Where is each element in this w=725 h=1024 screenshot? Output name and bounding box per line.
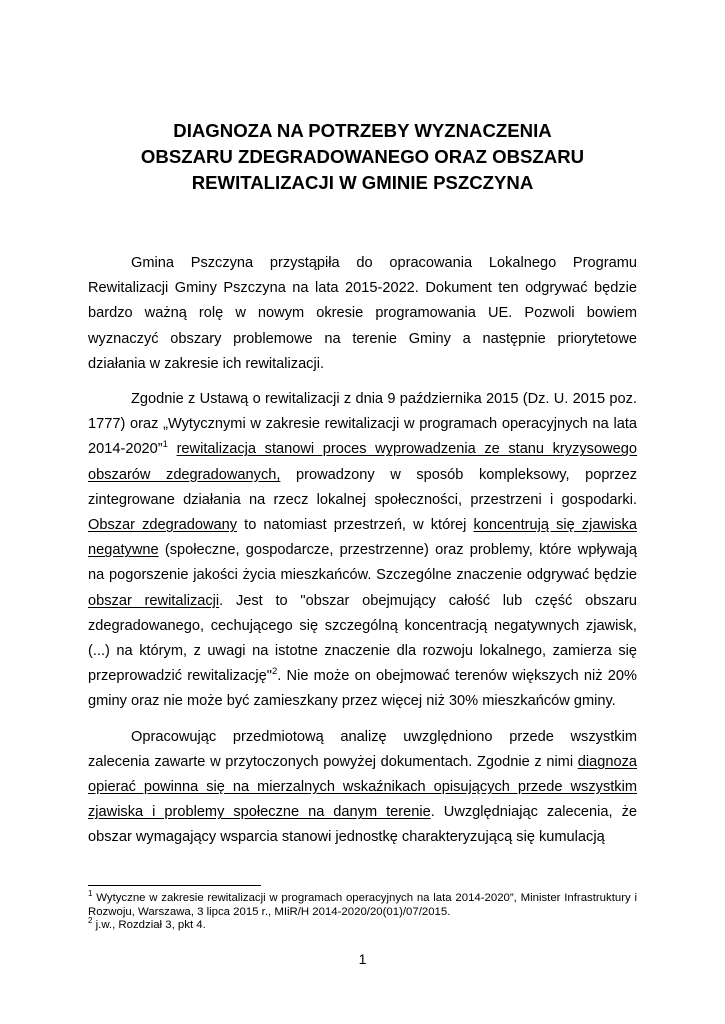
footnote-separator bbox=[88, 885, 261, 886]
footnote-ref-1: 1 bbox=[162, 439, 168, 451]
underlined-term-obszar-rewitalizacji: obszar rewitalizacji bbox=[88, 592, 220, 609]
footnote-number: 1 bbox=[88, 889, 93, 899]
underlined-phrase-zjawiska-negatywne: koncentrują się zjawiska negatywne bbox=[88, 517, 637, 559]
paragraph-2-text bbox=[168, 441, 177, 457]
footnote-text: j.w., Rozdział 3, pkt 4. bbox=[92, 919, 206, 932]
footnotes bbox=[88, 889, 637, 933]
footnote-text: Wytyczne w zakresie rewitalizacji w programach operacyjnych na lata 2014-2020”, Minister Infrastruktury i Rozwoju, Warszawa, 3 lipca 2015 r., MIiR/H 2014-2020/20(01)/07/2015. bbox=[88, 892, 637, 918]
title-line-1: DIAGNOZA NA POTRZEBY WYZNACZENIA bbox=[173, 120, 552, 141]
footnote-1 bbox=[88, 889, 637, 919]
underlined-term-obszar-zdegradowany: Obszar zdegradowany bbox=[88, 517, 238, 534]
title-line-2: OBSZARU ZDEGRADOWANEGO ORAZ OBSZARU bbox=[140, 146, 585, 167]
paragraph-2-text: . Nie może on obejmować terenów większych niż 20% gminy oraz nie może być zamieszkany przez więcej niż 30% mieszkańców gminy. bbox=[88, 668, 637, 710]
footnote-2 bbox=[88, 916, 637, 933]
document-title bbox=[88, 118, 637, 196]
underlined-definition-rewitalizacja: rewitalizacja stanowi proces wyprowadzenia ze stanu kryzysowego obszarów zdegradowanych, bbox=[88, 441, 637, 483]
paragraph-1 bbox=[88, 251, 637, 377]
paragraph-1-text: Gmina Pszczyna przystąpiła do opracowania Lokalnego Programu Rewitalizacji Gminy Pszczyna na lata 2015-2022. Dokument ten odgrywać będzie bardzo ważną rolę w nowym okresie programowania UE. Pozwoli bowiem wyznaczyć obszary problemowe na terenie Gminy a następnie priorytetowe działania w zakresie ich rewitalizacji. bbox=[88, 255, 637, 372]
paragraph-3-text: Opracowując przedmiotową analizę uwzględniono przede wszystkim zalecenia zawarte w przytoczonych powyżej dokumentach. Zgodnie z nimi bbox=[88, 728, 637, 770]
underlined-phrase-diagnoza: diagnoza opierać powinna się na mierzalnych wskaźnikach opisujących przede wszystkim zjawiska i problemy społeczne na danym terenie bbox=[88, 753, 637, 821]
footnote-number: 2 bbox=[88, 916, 93, 926]
footnote-ref-2: 2 bbox=[271, 666, 278, 678]
document-body bbox=[88, 251, 637, 851]
paragraph-3-text: . Uwzględniając zalecenia, że obszar wymagający wsparcia stanowi jednostkę charakteryzującą się kumulacją bbox=[88, 804, 637, 846]
page-number: 1 bbox=[358, 951, 367, 967]
paragraph-2 bbox=[88, 387, 637, 715]
paragraph-2-text: to natomiast przestrzeń, w której bbox=[237, 517, 474, 534]
paragraph-2-text: prowadzony w sposób kompleksowy, poprzez zintegrowane działania na rzecz lokalnej społeczności, przestrzeni i gospodarki. bbox=[88, 466, 638, 508]
paragraph-2-text: Zgodnie z Ustawą o rewitalizacji z dnia 9 października 2015 (Dz. U. 2015 poz. 1777) oraz „Wytycznymi w zakresie rewitalizacji w programach operacyjnych na lata 2014-2020” bbox=[88, 391, 637, 458]
paragraph-2-text: (społeczne, gospodarcze, przestrzenne) oraz problemy, które wpływają na pogorszenie jakości życia mieszkańców. Szczególne znaczenie odgrywać będzie bbox=[88, 542, 637, 584]
paragraph-3 bbox=[88, 725, 637, 851]
paragraph-2-text: . Jest to "obszar obejmujący całość lub część obszaru zdegradowanego, cechującego się szczególną koncentracją negatywnych zjawisk, (...) na którym, z uwagi na istotne znaczenie dla rozwoju lokalnego, zamierza się przeprowadzić rewitalizację" bbox=[88, 592, 638, 685]
title-line-3: REWITALIZACJI W GMINIE PSZCZYNA bbox=[191, 172, 534, 193]
